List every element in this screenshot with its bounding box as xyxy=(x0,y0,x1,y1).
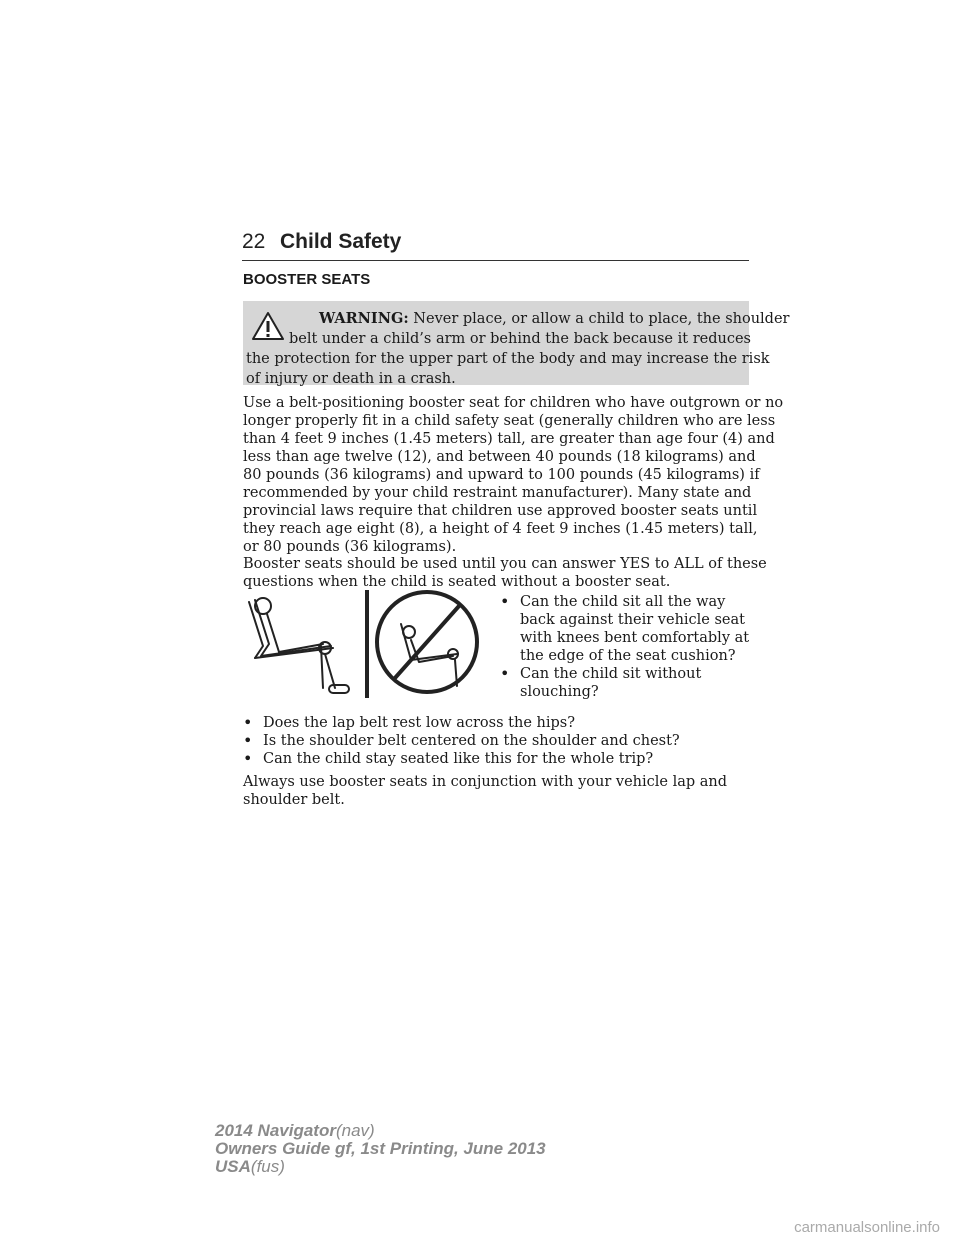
print-footer: 2014 Navigator(nav) Owners Guide gf, 1st Printing, June 2013 USA(fus) xyxy=(215,1121,546,1176)
bullet-icon: • xyxy=(243,731,253,750)
paragraph-line: shoulder belt. xyxy=(243,792,345,808)
paragraph-line: less than age twelve (12), and between 40 pounds (18 kilograms) and xyxy=(243,449,756,465)
list-item: • Is the shoulder belt centered on the shoulder and chest? xyxy=(243,731,680,750)
warning-line-3: the protection for the upper part of the body and may increase the risk xyxy=(246,351,770,367)
warning-triangle-icon xyxy=(251,311,285,341)
bullet-icon: • xyxy=(500,664,510,683)
warning-line-2: belt under a child’s arm or behind the back because it reduces xyxy=(289,331,751,347)
paragraph-lap-belt xyxy=(243,773,749,809)
paragraph-line: Always use booster seats in conjunction with your vehicle lap and xyxy=(243,774,728,790)
full-bullet-list xyxy=(243,714,680,768)
bullet-icon: • xyxy=(243,713,253,732)
no-slouching-icon xyxy=(377,592,477,692)
chapter-title: Child Safety xyxy=(280,230,402,253)
correct-posture-icon xyxy=(249,598,349,693)
paragraph-line: recommended by your child restraint manufacturer). Many state and xyxy=(243,485,752,501)
section-heading: BOOSTER SEATS xyxy=(243,271,371,288)
warning-box xyxy=(243,301,790,387)
list-item: • Can the child sit without slouching? xyxy=(500,664,702,700)
paragraph-line: provincial laws require that children use approved booster seats until xyxy=(243,503,758,519)
paragraph-line: Booster seats should be used until you can answer YES to ALL of these xyxy=(243,556,767,572)
paragraph-line: they reach age eight (8), a height of 4 feet 9 inches (1.45 meters) tall, xyxy=(243,521,758,537)
warning-line-4: of injury or death in a crash. xyxy=(246,371,456,387)
paragraph-booster-usage xyxy=(243,394,784,556)
paragraph-line: Use a belt-positioning booster seat for children who have outgrown or no xyxy=(243,395,784,411)
paragraph-line: or 80 pounds (36 kilograms). xyxy=(243,539,457,555)
list-item: • Can the child stay seated like this for the whole trip? xyxy=(243,749,654,768)
side-bullet-list xyxy=(500,593,749,701)
warning-line-1: Never place, or allow a child to place, the shoulder xyxy=(413,311,790,327)
bullet-icon: • xyxy=(243,749,253,768)
divider-bar xyxy=(365,590,369,698)
paragraph-line: questions when the child is seated without a booster seat. xyxy=(243,574,671,590)
warning-label: WARNING: xyxy=(319,310,409,327)
paragraph-line: 80 pounds (36 kilograms) and upward to 100 pounds (45 kilograms) if xyxy=(243,467,760,483)
page-number: 22 xyxy=(242,230,266,253)
page-header xyxy=(242,230,749,261)
list-item: • Does the lap belt rest low across the hips? xyxy=(243,713,575,732)
bullet-icon: • xyxy=(500,592,510,611)
paragraph-line: than 4 feet 9 inches (1.45 meters) tall, are greater than age four (4) and xyxy=(243,431,775,447)
paragraph-line: longer properly fit in a child safety seat (generally children who are less xyxy=(243,413,776,429)
booster-seat-posture-illustration xyxy=(243,584,483,702)
list-item: • Can the child sit all the way back against their vehicle seat with knees bent comfortably at the edge of the seat cushion? xyxy=(500,592,750,664)
watermark: carmanualsonline.info xyxy=(794,1219,940,1236)
